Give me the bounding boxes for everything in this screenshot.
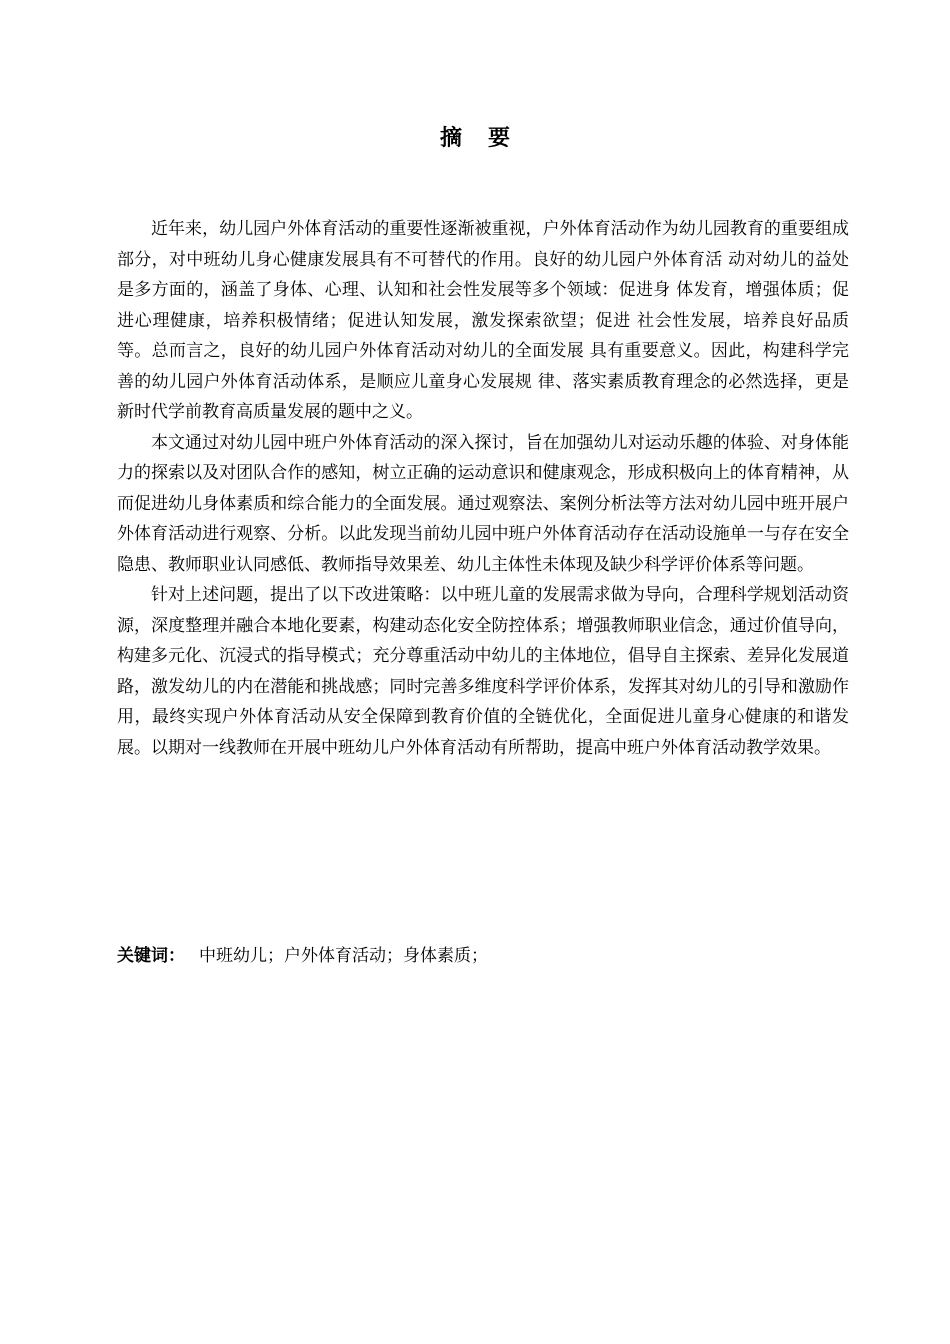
keywords-label: 关键词： <box>117 946 185 966</box>
keywords-line <box>117 941 849 971</box>
abstract-paragraph-1: 近年来，幼儿园户外体育活动的重要性逐渐被重视，户外体育活动作为幼儿园教育的重要组成部分，对中班幼儿身心健康发展具有不可替代的作用。良好的幼儿园户外体育活 动对幼儿的益处是多方面的，涵盖了身体、心理、认知和社会性发展等多个领域：促进身 体发育，增强体质；促进心理健康，培养积极情绪；促进认知发展，激发探索欲望；促进 社会性发展，培养良好品质等。总而言之，良好的幼儿园户外体育活动对幼儿的全面发展 具有重要意义。因此，构建科学完善的幼儿园户外体育活动体系，是顺应儿童身心发展规 律、落实素质教育理念的必然选择，更是新时代学前教育高质量发展的题中之义。 <box>117 219 849 422</box>
abstract-paragraph-2: 本文通过对幼儿园中班户外体育活动的深入探讨，旨在加强幼儿对运动乐趣的体验、对身体能力的探索以及对团队合作的感知，树立正确的运动意识和健康观念，形成积极向上的体育精神，从而促进幼儿身体素质和综合能力的全面发展。通过观察法、案例分析法等方法对幼儿园中班开展户外体育活动进行观察、分析。以此发现当前幼儿园中班户外体育活动存在活动设施单一与存在安全隐患、教师职业认同感低、教师指导效果差、幼儿主体性未体现及缺少科学评价体系等问题。 <box>117 432 849 575</box>
abstract-paragraph-3: 针对上述问题，提出了以下改进策略：以中班儿童的发展需求做为导向，合理科学规划活动资源，深度整理并融合本地化要素，构建动态化安全防控体系；增强教师职业信念，通过价值导向，构建多元化、沉浸式的指导模式；充分尊重活动中幼儿的主体地位，倡导自主探索、差异化发展道路，激发幼儿的内在潜能和挑战感；同时完善多维度科学评价体系，发挥其对幼儿的引导和激励作用，最终实现户外体育活动从安全保障到教育价值的全链优化，全面促进儿童身心健康的和谐发展。以期对一线教师在开展中班幼儿户外体育活动有所帮助，提高中班户外体育活动教学效果。 <box>117 585 849 758</box>
keywords-list: 中班幼儿；户外体育活动；身体素质； <box>199 946 488 966</box>
abstract-body <box>117 214 849 763</box>
abstract-title: 摘要 <box>439 126 536 151</box>
